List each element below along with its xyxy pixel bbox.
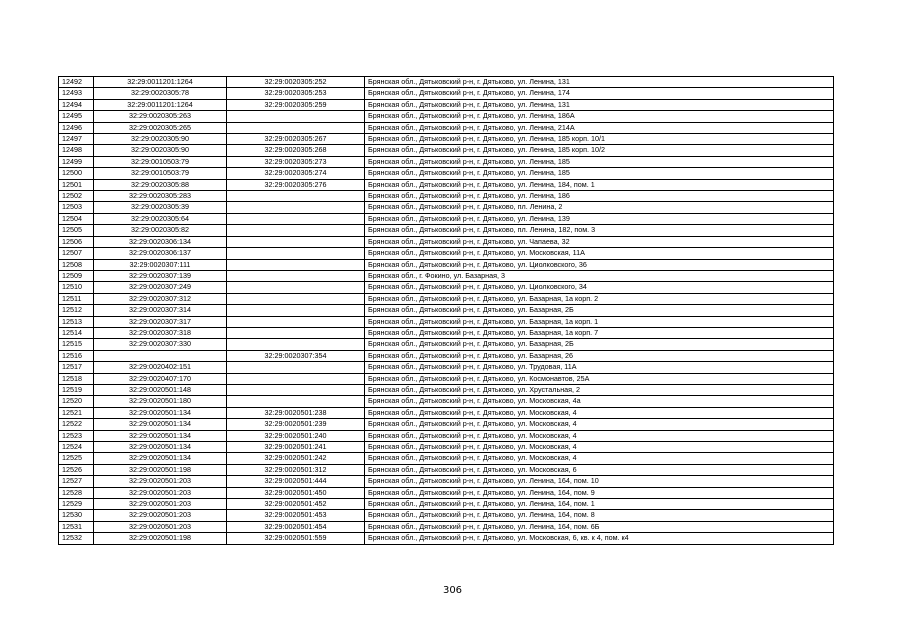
object-cadastral-cell	[227, 316, 365, 327]
object-cadastral-cell: 32:29:0020501:454	[227, 521, 365, 532]
object-cadastral-cell	[227, 191, 365, 202]
parcel-cadastral-cell: 32:29:0020305:90	[94, 134, 227, 145]
table-row	[59, 156, 834, 167]
table-row	[59, 407, 834, 418]
address-cell: Брянская обл., Дятьковский р-н, г. Дятьково, ул. Московская, 4а	[365, 396, 834, 407]
row-number-cell: 12519	[59, 384, 94, 395]
object-cadastral-cell: 32:29:0020501:238	[227, 407, 365, 418]
address-cell: Брянская обл., Дятьковский р-н, г. Дятьково, ул. Московская, 4	[365, 407, 834, 418]
address-cell: Брянская обл., Дятьковский р-н, г. Дятьково, ул. Базарная, 1а корп. 2	[365, 293, 834, 304]
parcel-cadastral-cell: 32:29:0020501:180	[94, 396, 227, 407]
table-row	[59, 339, 834, 350]
address-cell: Брянская обл., Дятьковский р-н, г. Дятьково, пл. Ленина, 2	[365, 202, 834, 213]
row-number-cell: 12506	[59, 236, 94, 247]
object-cadastral-cell: 32:29:0020305:274	[227, 168, 365, 179]
parcel-cadastral-cell: 32:29:0020501:148	[94, 384, 227, 395]
object-cadastral-cell: 32:29:0020501:452	[227, 499, 365, 510]
row-number-cell: 12496	[59, 122, 94, 133]
address-cell: Брянская обл., Дятьковский р-н, г. Дятьково, ул. Ленина, 164, пом. 9	[365, 487, 834, 498]
object-cadastral-cell	[227, 339, 365, 350]
object-cadastral-cell: 32:29:0020307:354	[227, 350, 365, 361]
address-cell: Брянская обл., Дятьковский р-н, г. Дятьково, ул. Трудовая, 11А	[365, 362, 834, 373]
table-row	[59, 396, 834, 407]
address-cell: Брянская обл., Дятьковский р-н, г. Дятьково, ул. Базарная, 1а корп. 7	[365, 327, 834, 338]
address-cell: Брянская обл., Дятьковский р-н, г. Дятьково, ул. Ленина, 174	[365, 88, 834, 99]
object-cadastral-cell	[227, 111, 365, 122]
address-cell: Брянская обл., Дятьковский р-н, г. Дятьково, ул. Ленина, 164, пом. 10	[365, 476, 834, 487]
address-cell: Брянская обл., Дятьковский р-н, г. Дятьково, ул. Ленина, 131	[365, 99, 834, 110]
parcel-cadastral-cell: 32:29:0020305:265	[94, 122, 227, 133]
object-cadastral-cell	[227, 293, 365, 304]
address-cell: Брянская обл., Дятьковский р-н, г. Дятьково, ул. Ленина, 185	[365, 156, 834, 167]
address-cell: Брянская обл., Дятьковский р-н, г. Дятьково, ул. Ленина, 184, пом. 1	[365, 179, 834, 190]
row-number-cell: 12503	[59, 202, 94, 213]
address-cell: Брянская обл., Дятьковский р-н, г. Дятьково, ул. Ленина, 185 корп. 10/1	[365, 134, 834, 145]
address-cell: Брянская обл., Дятьковский р-н, г. Дятьково, ул. Ленина, 164, пом. 8	[365, 510, 834, 521]
parcel-cadastral-cell: 32:29:0020306:137	[94, 248, 227, 259]
parcel-cadastral-cell	[94, 350, 227, 361]
parcel-cadastral-cell: 32:29:0020501:134	[94, 419, 227, 430]
parcel-cadastral-cell: 32:29:0020307:111	[94, 259, 227, 270]
row-number-cell: 12502	[59, 191, 94, 202]
object-cadastral-cell: 32:29:0020305:267	[227, 134, 365, 145]
object-cadastral-cell: 32:29:0020305:276	[227, 179, 365, 190]
table-row	[59, 179, 834, 190]
parcel-cadastral-cell: 32:29:0020501:134	[94, 430, 227, 441]
row-number-cell: 12493	[59, 88, 94, 99]
table-row	[59, 282, 834, 293]
object-cadastral-cell: 32:29:0020501:312	[227, 464, 365, 475]
row-number-cell: 12530	[59, 510, 94, 521]
row-number-cell: 12495	[59, 111, 94, 122]
table-row	[59, 270, 834, 281]
row-number-cell: 12527	[59, 476, 94, 487]
address-cell: Брянская обл., Дятьковский р-н, г. Дятьково, ул. Циолковского, 36	[365, 259, 834, 270]
object-cadastral-cell	[227, 373, 365, 384]
table-row	[59, 350, 834, 361]
address-cell: Брянская обл., г. Фокино, ул. Базарная, 3	[365, 270, 834, 281]
row-number-cell: 12501	[59, 179, 94, 190]
parcel-cadastral-cell: 32:29:0011201:1264	[94, 77, 227, 88]
records-table	[58, 76, 834, 545]
row-number-cell: 12499	[59, 156, 94, 167]
row-number-cell: 12500	[59, 168, 94, 179]
address-cell: Брянская обл., Дятьковский р-н, г. Дятьково, ул. Базарная, 2Б	[365, 339, 834, 350]
row-number-cell: 12526	[59, 464, 94, 475]
address-cell: Брянская обл., Дятьковский р-н, г. Дятьково, ул. Московская, 4	[365, 430, 834, 441]
address-cell: Брянская обл., Дятьковский р-н, г. Дятьково, ул. Ленина, 131	[365, 77, 834, 88]
parcel-cadastral-cell: 32:29:0020501:134	[94, 442, 227, 453]
parcel-cadastral-cell: 32:29:0020307:249	[94, 282, 227, 293]
object-cadastral-cell	[227, 122, 365, 133]
row-number-cell: 12528	[59, 487, 94, 498]
row-number-cell: 12494	[59, 99, 94, 110]
object-cadastral-cell: 32:29:0020501:444	[227, 476, 365, 487]
parcel-cadastral-cell: 32:29:0020402:151	[94, 362, 227, 373]
object-cadastral-cell	[227, 213, 365, 224]
object-cadastral-cell: 32:29:0020501:453	[227, 510, 365, 521]
table-row	[59, 362, 834, 373]
object-cadastral-cell: 32:29:0020501:239	[227, 419, 365, 430]
parcel-cadastral-cell: 32:29:0020501:134	[94, 407, 227, 418]
parcel-cadastral-cell: 32:29:0020501:203	[94, 499, 227, 510]
table-row	[59, 487, 834, 498]
row-number-cell: 12532	[59, 533, 94, 544]
parcel-cadastral-cell: 32:29:0020307:139	[94, 270, 227, 281]
object-cadastral-cell: 32:29:0020501:241	[227, 442, 365, 453]
parcel-cadastral-cell: 32:29:0020501:203	[94, 476, 227, 487]
table-row	[59, 453, 834, 464]
object-cadastral-cell	[227, 270, 365, 281]
row-number-cell: 12515	[59, 339, 94, 350]
table-row	[59, 77, 834, 88]
parcel-cadastral-cell: 32:29:0020305:78	[94, 88, 227, 99]
table-row	[59, 384, 834, 395]
parcel-cadastral-cell: 32:29:0020305:283	[94, 191, 227, 202]
address-cell: Брянская обл., Дятьковский р-н, г. Дятьково, ул. Чапаева, 32	[365, 236, 834, 247]
object-cadastral-cell	[227, 396, 365, 407]
row-number-cell: 12511	[59, 293, 94, 304]
table-row	[59, 225, 834, 236]
parcel-cadastral-cell: 32:29:0020307:314	[94, 305, 227, 316]
address-cell: Брянская обл., Дятьковский р-н, г. Дятьково, пл. Ленина, 182, пом. 3	[365, 225, 834, 236]
table-row	[59, 499, 834, 510]
row-number-cell: 12512	[59, 305, 94, 316]
row-number-cell: 12518	[59, 373, 94, 384]
address-cell: Брянская обл., Дятьковский р-н, г. Дятьково, ул. Ленина, 185 корп. 10/2	[365, 145, 834, 156]
table-row	[59, 213, 834, 224]
table-row	[59, 533, 834, 544]
page-number: 306	[442, 585, 463, 596]
table-row	[59, 236, 834, 247]
address-cell: Брянская обл., Дятьковский р-н, г. Дятьково, ул. Ленина, 186	[365, 191, 834, 202]
parcel-cadastral-cell: 32:29:0020307:312	[94, 293, 227, 304]
address-cell: Брянская обл., Дятьковский р-н, г. Дятьково, ул. Базарная, 2Б	[365, 305, 834, 316]
address-cell: Брянская обл., Дятьковский р-н, г. Дятьково, ул. Московская, 4	[365, 453, 834, 464]
parcel-cadastral-cell: 32:29:0020305:39	[94, 202, 227, 213]
parcel-cadastral-cell: 32:29:0020501:203	[94, 510, 227, 521]
address-cell: Брянская обл., Дятьковский р-н, г. Дятьково, ул. Космонавтов, 25А	[365, 373, 834, 384]
address-cell: Брянская обл., Дятьковский р-н, г. Дятьково, ул. Московская, 4	[365, 419, 834, 430]
row-number-cell: 12497	[59, 134, 94, 145]
address-cell: Брянская обл., Дятьковский р-н, г. Дятьково, ул. Базарная, 26	[365, 350, 834, 361]
table-row	[59, 122, 834, 133]
address-cell: Брянская обл., Дятьковский р-н, г. Дятьково, ул. Ленина, 185	[365, 168, 834, 179]
row-number-cell: 12531	[59, 521, 94, 532]
table-row	[59, 305, 834, 316]
object-cadastral-cell	[227, 248, 365, 259]
row-number-cell: 12492	[59, 77, 94, 88]
parcel-cadastral-cell: 32:29:0010503:79	[94, 156, 227, 167]
table-row	[59, 442, 834, 453]
records-body	[59, 77, 834, 545]
row-number-cell: 12521	[59, 407, 94, 418]
parcel-cadastral-cell: 32:29:0020305:90	[94, 145, 227, 156]
parcel-cadastral-cell: 32:29:0020305:82	[94, 225, 227, 236]
parcel-cadastral-cell: 32:29:0020501:198	[94, 464, 227, 475]
table-row	[59, 168, 834, 179]
parcel-cadastral-cell: 32:29:0011201:1264	[94, 99, 227, 110]
table-row	[59, 134, 834, 145]
parcel-cadastral-cell: 32:29:0020305:64	[94, 213, 227, 224]
row-number-cell: 12523	[59, 430, 94, 441]
object-cadastral-cell	[227, 327, 365, 338]
table-row	[59, 430, 834, 441]
table-row	[59, 88, 834, 99]
address-cell: Брянская обл., Дятьковский р-н, г. Дятьково, ул. Ленина, 139	[365, 213, 834, 224]
table-row	[59, 145, 834, 156]
row-number-cell: 12529	[59, 499, 94, 510]
parcel-cadastral-cell: 32:29:0020501:203	[94, 487, 227, 498]
table-row	[59, 293, 834, 304]
address-cell: Брянская обл., Дятьковский р-н, г. Дятьково, ул. Базарная, 1а корп. 1	[365, 316, 834, 327]
object-cadastral-cell: 32:29:0020305:253	[227, 88, 365, 99]
address-cell: Брянская обл., Дятьковский р-н, г. Дятьково, ул. Ленина, 214А	[365, 122, 834, 133]
address-cell: Брянская обл., Дятьковский р-н, г. Дятьково, ул. Циолковского, 34	[365, 282, 834, 293]
row-number-cell: 12504	[59, 213, 94, 224]
parcel-cadastral-cell: 32:29:0020307:330	[94, 339, 227, 350]
table-row	[59, 202, 834, 213]
row-number-cell: 12510	[59, 282, 94, 293]
row-number-cell: 12522	[59, 419, 94, 430]
object-cadastral-cell: 32:29:0020501:242	[227, 453, 365, 464]
table-row	[59, 521, 834, 532]
object-cadastral-cell: 32:29:0020501:559	[227, 533, 365, 544]
parcel-cadastral-cell: 32:29:0020307:317	[94, 316, 227, 327]
row-number-cell: 12505	[59, 225, 94, 236]
object-cadastral-cell	[227, 225, 365, 236]
row-number-cell: 12525	[59, 453, 94, 464]
object-cadastral-cell: 32:29:0020305:268	[227, 145, 365, 156]
row-number-cell: 12507	[59, 248, 94, 259]
parcel-cadastral-cell: 32:29:0020305:263	[94, 111, 227, 122]
table-row	[59, 464, 834, 475]
object-cadastral-cell: 32:29:0020501:450	[227, 487, 365, 498]
row-number-cell: 12514	[59, 327, 94, 338]
row-number-cell: 12524	[59, 442, 94, 453]
parcel-cadastral-cell: 32:29:0020501:203	[94, 521, 227, 532]
object-cadastral-cell	[227, 259, 365, 270]
address-cell: Брянская обл., Дятьковский р-н, г. Дятьково, ул. Ленина, 164, пом. 1	[365, 499, 834, 510]
row-number-cell: 12509	[59, 270, 94, 281]
parcel-cadastral-cell: 32:29:0020306:134	[94, 236, 227, 247]
table-row	[59, 476, 834, 487]
parcel-cadastral-cell: 32:29:0020305:88	[94, 179, 227, 190]
parcel-cadastral-cell: 32:29:0010503:79	[94, 168, 227, 179]
object-cadastral-cell	[227, 282, 365, 293]
object-cadastral-cell: 32:29:0020501:240	[227, 430, 365, 441]
table-row	[59, 316, 834, 327]
row-number-cell: 12498	[59, 145, 94, 156]
address-cell: Брянская обл., Дятьковский р-н, г. Дятьково, ул. Ленина, 186А	[365, 111, 834, 122]
table-row	[59, 510, 834, 521]
address-cell: Брянская обл., Дятьковский р-н, г. Дятьково, ул. Московская, 6, кв. к 4, пом. к4	[365, 533, 834, 544]
row-number-cell: 12517	[59, 362, 94, 373]
row-number-cell: 12520	[59, 396, 94, 407]
table-row	[59, 111, 834, 122]
row-number-cell: 12516	[59, 350, 94, 361]
object-cadastral-cell	[227, 202, 365, 213]
address-cell: Брянская обл., Дятьковский р-н, г. Дятьково, ул. Хрустальная, 2	[365, 384, 834, 395]
address-cell: Брянская обл., Дятьковский р-н, г. Дятьково, ул. Московская, 6	[365, 464, 834, 475]
object-cadastral-cell	[227, 362, 365, 373]
object-cadastral-cell: 32:29:0020305:259	[227, 99, 365, 110]
address-cell: Брянская обл., Дятьковский р-н, г. Дятьково, ул. Ленина, 164, пом. 6Б	[365, 521, 834, 532]
parcel-cadastral-cell: 32:29:0020501:134	[94, 453, 227, 464]
object-cadastral-cell	[227, 384, 365, 395]
address-cell: Брянская обл., Дятьковский р-н, г. Дятьково, ул. Московская, 4	[365, 442, 834, 453]
table-row	[59, 191, 834, 202]
address-cell: Брянская обл., Дятьковский р-н, г. Дятьково, ул. Московская, 11А	[365, 248, 834, 259]
object-cadastral-cell: 32:29:0020305:273	[227, 156, 365, 167]
parcel-cadastral-cell: 32:29:0020501:198	[94, 533, 227, 544]
table-row	[59, 373, 834, 384]
object-cadastral-cell: 32:29:0020305:252	[227, 77, 365, 88]
object-cadastral-cell	[227, 305, 365, 316]
parcel-cadastral-cell: 32:29:0020307:318	[94, 327, 227, 338]
row-number-cell: 12513	[59, 316, 94, 327]
row-number-cell: 12508	[59, 259, 94, 270]
table-row	[59, 99, 834, 110]
parcel-cadastral-cell: 32:29:0020407:170	[94, 373, 227, 384]
table-row	[59, 419, 834, 430]
table-row	[59, 327, 834, 338]
table-row	[59, 259, 834, 270]
table-row	[59, 248, 834, 259]
object-cadastral-cell	[227, 236, 365, 247]
